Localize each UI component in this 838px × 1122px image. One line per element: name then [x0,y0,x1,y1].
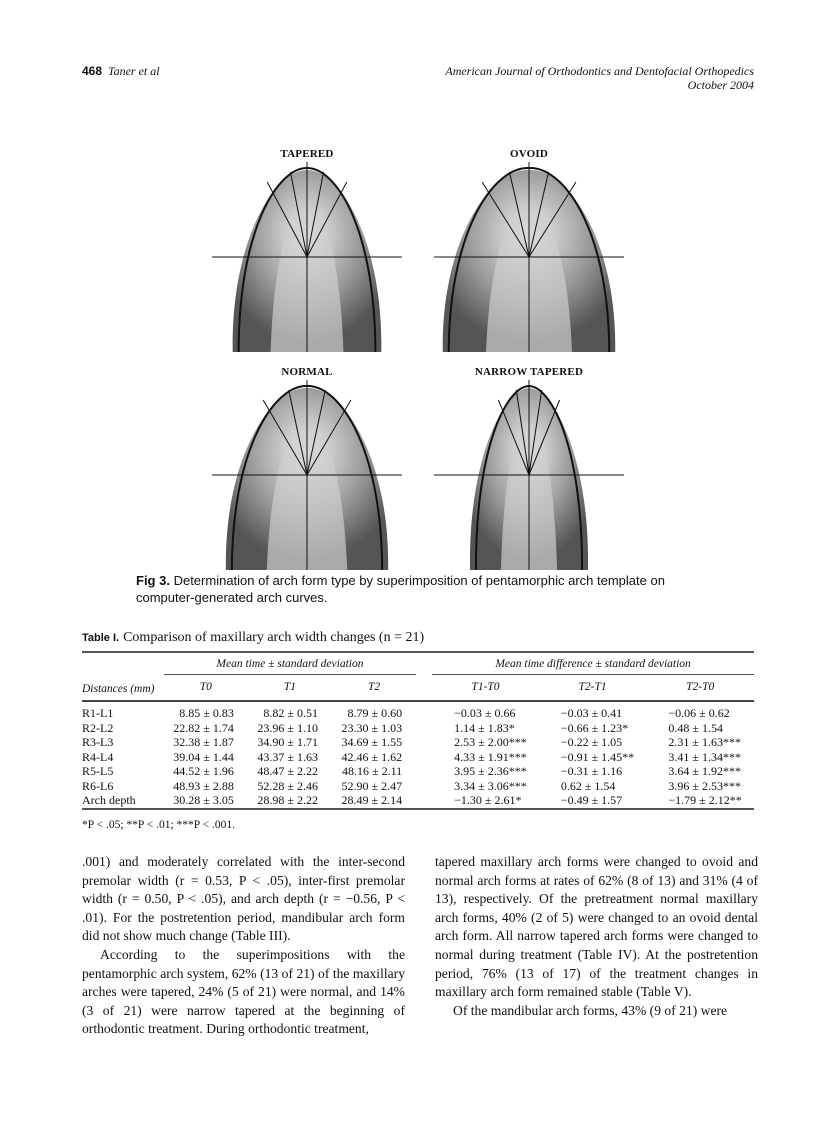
cell: −1.79 ± 2.12** [668,793,742,808]
cell: −0.66 ± 1.23* [560,720,629,735]
panel-narrow-tapered [424,356,634,566]
cell: −1.30 ± 2.61* [454,793,522,808]
row-label: R3-L3 [82,735,114,750]
cell: 1.14 ± 1.83* [454,720,515,735]
cell: 23.30 ± 1.03 [341,720,403,735]
paragraph: .001) and moderately correlated with the inter-second premolar width (r = 0.53, P < .05), inter-first premolar width (r = 0.50, P < .05), and arch depth (r = −0.56, P < .01). For the postretention period, mandibular arch form did not show much change (Table III). [82,854,405,944]
arch-image [202,162,412,352]
panel-tapered [202,138,412,348]
running-header-left [82,64,160,79]
cell: 43.37 ± 1.63 [257,749,319,764]
cell: 0.48 ± 1.54 [668,720,723,735]
row-label: R2-L2 [82,720,114,735]
col-header: T2-T1 [578,681,607,694]
cell: 52.28 ± 2.46 [257,778,319,793]
col-header: Distances (mm) [82,682,155,695]
arch-image [424,380,634,570]
col-header: T2-T0 [686,681,715,694]
cell: 2.31 ± 1.63*** [668,735,741,750]
arch-image [424,162,634,352]
cell: 48.47 ± 2.22 [257,764,319,779]
arch-image [202,380,412,570]
cell: −0.06 ± 0.62 [668,705,730,720]
col-header: T1 [283,681,297,694]
cell: −0.22 ± 1.05 [560,735,623,750]
cell: 3.95 ± 2.36*** [454,764,527,779]
authors: Taner et al [108,64,160,78]
col-header: T0 [199,681,212,694]
figure-caption [136,572,726,606]
body-column-left [82,853,405,1039]
panel-ovoid [424,138,634,348]
table-row [82,735,754,750]
cell: 23.96 ± 1.10 [257,720,319,735]
cell: 34.69 ± 1.55 [341,735,403,750]
cell: 52.90 ± 2.47 [341,778,403,793]
table-label: Table I. [82,632,120,644]
table-row [82,779,754,794]
table-row [82,721,754,736]
figure-3 [202,138,642,558]
body-column-right [435,853,758,1020]
page-number: 468 [82,64,103,78]
cell: 3.41 ± 1.34*** [668,749,741,764]
table-1 [82,651,754,810]
cell: 34.90 ± 1.71 [257,735,319,750]
table-row [82,750,754,765]
cell: 44.52 ± 1.96 [173,764,234,779]
cell: 3.96 ± 2.53*** [668,778,741,793]
caption-label: Fig 3. [136,573,170,588]
table-caption: Comparison of maxillary arch width changes (n = 21) [123,630,425,645]
panel-label: NORMAL [281,366,333,378]
paragraph: tapered maxillary arch forms were changed to ovoid and normal arch forms at rates of 62% (8 of 13) and 31% (4 of 13), respectively. Of the pretreatment normal maxillary arch forms, 40% (2 of 5) were changed to an ovoid dental arch form. All narrow tapered arch forms were changed to normal during treatment (Table IV). At the postretention period, 76% (13 of 17) of the treatment changes in maxillary arch form remained stable (Table V). [435,854,758,1000]
cell: −0.03 ± 0.66 [454,705,516,720]
paragraph: Of the mandibular arch forms, 43% (9 of 21) were [453,1002,728,1018]
cell: 3.34 ± 3.06*** [454,778,527,793]
group-header-mean: Mean time ± standard deviation [164,652,416,675]
cell: 3.64 ± 1.92*** [668,764,741,779]
running-header-right [445,64,754,92]
paragraph: According to the superimpositions with the pentamorphic arch system, 62% (13 of 21) of the maxillary arches were tapered, 24% (5 of 21) were normal, and 14% (3 of 21) were narrow tapered at the beginning of orthodontic treatment. During orthodontic treatment, [82,946,405,1037]
cell: 4.33 ± 1.91*** [454,749,527,764]
row-label: R4-L4 [82,749,114,764]
cell: 48.16 ± 2.11 [342,764,403,779]
cell: 30.28 ± 3.05 [173,793,234,808]
cell: 2.53 ± 2.00*** [454,735,527,750]
cell: −0.31 ± 1.16 [560,764,623,779]
cell: −0.91 ± 1.45** [560,749,635,764]
cell: 28.98 ± 2.22 [257,793,319,808]
row-label: R6-L6 [82,778,114,793]
table-row [82,764,754,779]
cell: −0.03 ± 0.41 [560,705,623,720]
row-label: Arch depth [82,793,136,808]
cell: 28.49 ± 2.14 [341,793,403,808]
panel-label: NARROW TAPERED [474,366,584,378]
cell: 8.79 ± 0.60 [347,705,403,720]
col-header: T2 [368,681,381,694]
panel-normal [202,356,412,566]
row-label: R5-L5 [82,764,114,779]
cell: 8.85 ± 0.83 [179,705,234,720]
cell: 8.82 ± 0.51 [263,705,319,720]
cell: −0.49 ± 1.57 [560,793,623,808]
table-row [82,793,754,809]
cell: 48.93 ± 2.88 [173,778,234,793]
cell: 0.62 ± 1.54 [560,778,616,793]
cell: 22.82 ± 1.74 [173,720,234,735]
table-title [82,630,424,646]
panel-label: TAPERED [280,148,334,160]
table-footnote: *P < .05; **P < .01; ***P < .001. [82,819,236,831]
cell: 32.38 ± 1.87 [173,735,234,750]
col-header: T1-T0 [471,681,500,694]
group-header-difference: Mean time difference ± standard deviation [432,652,754,675]
cell: 42.46 ± 1.62 [341,749,403,764]
issue-date: October 2004 [687,78,754,92]
row-label: R1-L1 [82,705,114,720]
caption-text: Determination of arch form type by superimposition of pentamorphic arch template on computer-generated arch curves. [136,573,665,605]
table-row [82,701,754,721]
cell: 39.04 ± 1.44 [173,749,234,764]
panel-label: OVOID [509,148,549,160]
journal-name: American Journal of Orthodontics and Dentofacial Orthopedics [445,64,754,78]
